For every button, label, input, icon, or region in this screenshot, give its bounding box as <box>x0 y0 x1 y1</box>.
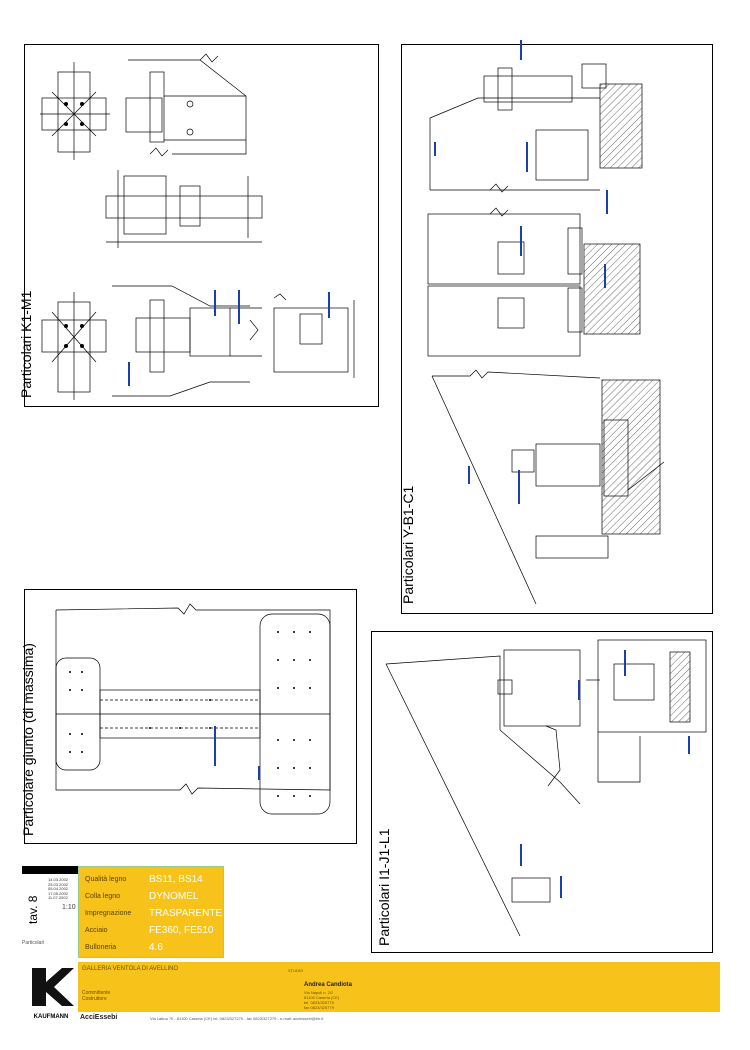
spec-value: DYNOMEL <box>149 891 199 902</box>
footer-brand: AcciEssebi <box>80 1014 118 1021</box>
revision-date: 17.05.2002 <box>48 890 69 896</box>
title-banner <box>24 962 720 1012</box>
panel-title-k1m1: Particolari K1-M1 <box>18 290 34 398</box>
spec-row <box>85 873 221 887</box>
detail-giunto <box>56 604 330 814</box>
revision-date: 14.03.2002 <box>48 877 69 882</box>
firm-name: Andrea Candiota <box>304 982 353 988</box>
project-title: GALLERIA VENTOLA DI AVELLINO <box>82 966 179 972</box>
revision-date: 25.03.2002 <box>48 881 69 887</box>
sheet-scale: 1:10 <box>62 904 76 911</box>
detail-k1-plan <box>106 170 262 248</box>
detail-i1 <box>386 650 580 936</box>
detail-m1-section <box>274 294 354 378</box>
panel-title-i1j1l1: Particolari I1-J1-L1 <box>376 828 392 946</box>
spec-key: Acciaio <box>85 927 108 934</box>
sheet-info <box>22 866 78 936</box>
spec-key: Bulloneria <box>85 944 117 951</box>
builder-label: Costruttore <box>82 996 107 1002</box>
sheet-number: tav. 8 <box>26 895 40 924</box>
spec-value: BS11, BS14 <box>149 874 203 885</box>
detail-k1-side <box>126 54 246 156</box>
spec-value: FE360, FE510 <box>149 925 214 936</box>
sheet-info-bar <box>22 866 78 874</box>
panel-title-giunto: Particolare giunto (di massima) <box>20 643 36 836</box>
address-line: fax 0823/325779 <box>304 1005 334 1010</box>
spec-value: 4.6 <box>149 942 163 953</box>
address-line: tel. 0823/325779 <box>304 1000 334 1005</box>
spec-row <box>85 890 221 904</box>
material-specs <box>78 866 224 958</box>
panel-title-yb1c1: Particolari Y-B1-C1 <box>400 485 416 604</box>
spec-row <box>85 907 221 921</box>
address-line: 81100 Caserta (CE) <box>304 995 340 1000</box>
detail-m1-cross <box>42 292 106 400</box>
footer-address: Via Latina 70 - 81100 Caserta (CE) tel. 0823/327279 - fax 0823/327279 - e-mail: acciessebi@tin.it <box>150 1016 324 1021</box>
detail-k1-cross <box>40 62 110 160</box>
client-label: Committente <box>82 990 111 996</box>
studio-label: STUDIO <box>288 968 304 973</box>
spec-row <box>85 924 221 938</box>
spec-key: Colla legno <box>85 893 121 900</box>
sheet-footnote: Particolari <box>22 940 45 946</box>
detail-b1 <box>428 208 640 356</box>
detail-y-top <box>430 64 606 192</box>
revision-dates <box>48 878 68 901</box>
firm-address <box>304 990 339 1010</box>
logo-wordmark: KAUFMANN <box>33 1014 69 1020</box>
spec-key: Impregnazione <box>85 910 132 917</box>
detail-y-hatch-top <box>600 84 642 168</box>
revision-date: 05.04.2002 <box>48 886 69 891</box>
kaufmann-logo-icon <box>24 962 78 1012</box>
detail-c1 <box>432 370 664 604</box>
detail-j1 <box>586 640 706 782</box>
spec-value: TRASPARENTE <box>149 908 223 919</box>
revision-date: 11.07.2002 <box>48 895 68 900</box>
address-line: Via Napoli n. 2/2 <box>304 990 334 995</box>
kaufmann-logo <box>24 962 79 1012</box>
spec-key: Qualità legno <box>85 876 127 883</box>
spec-row <box>85 941 221 955</box>
